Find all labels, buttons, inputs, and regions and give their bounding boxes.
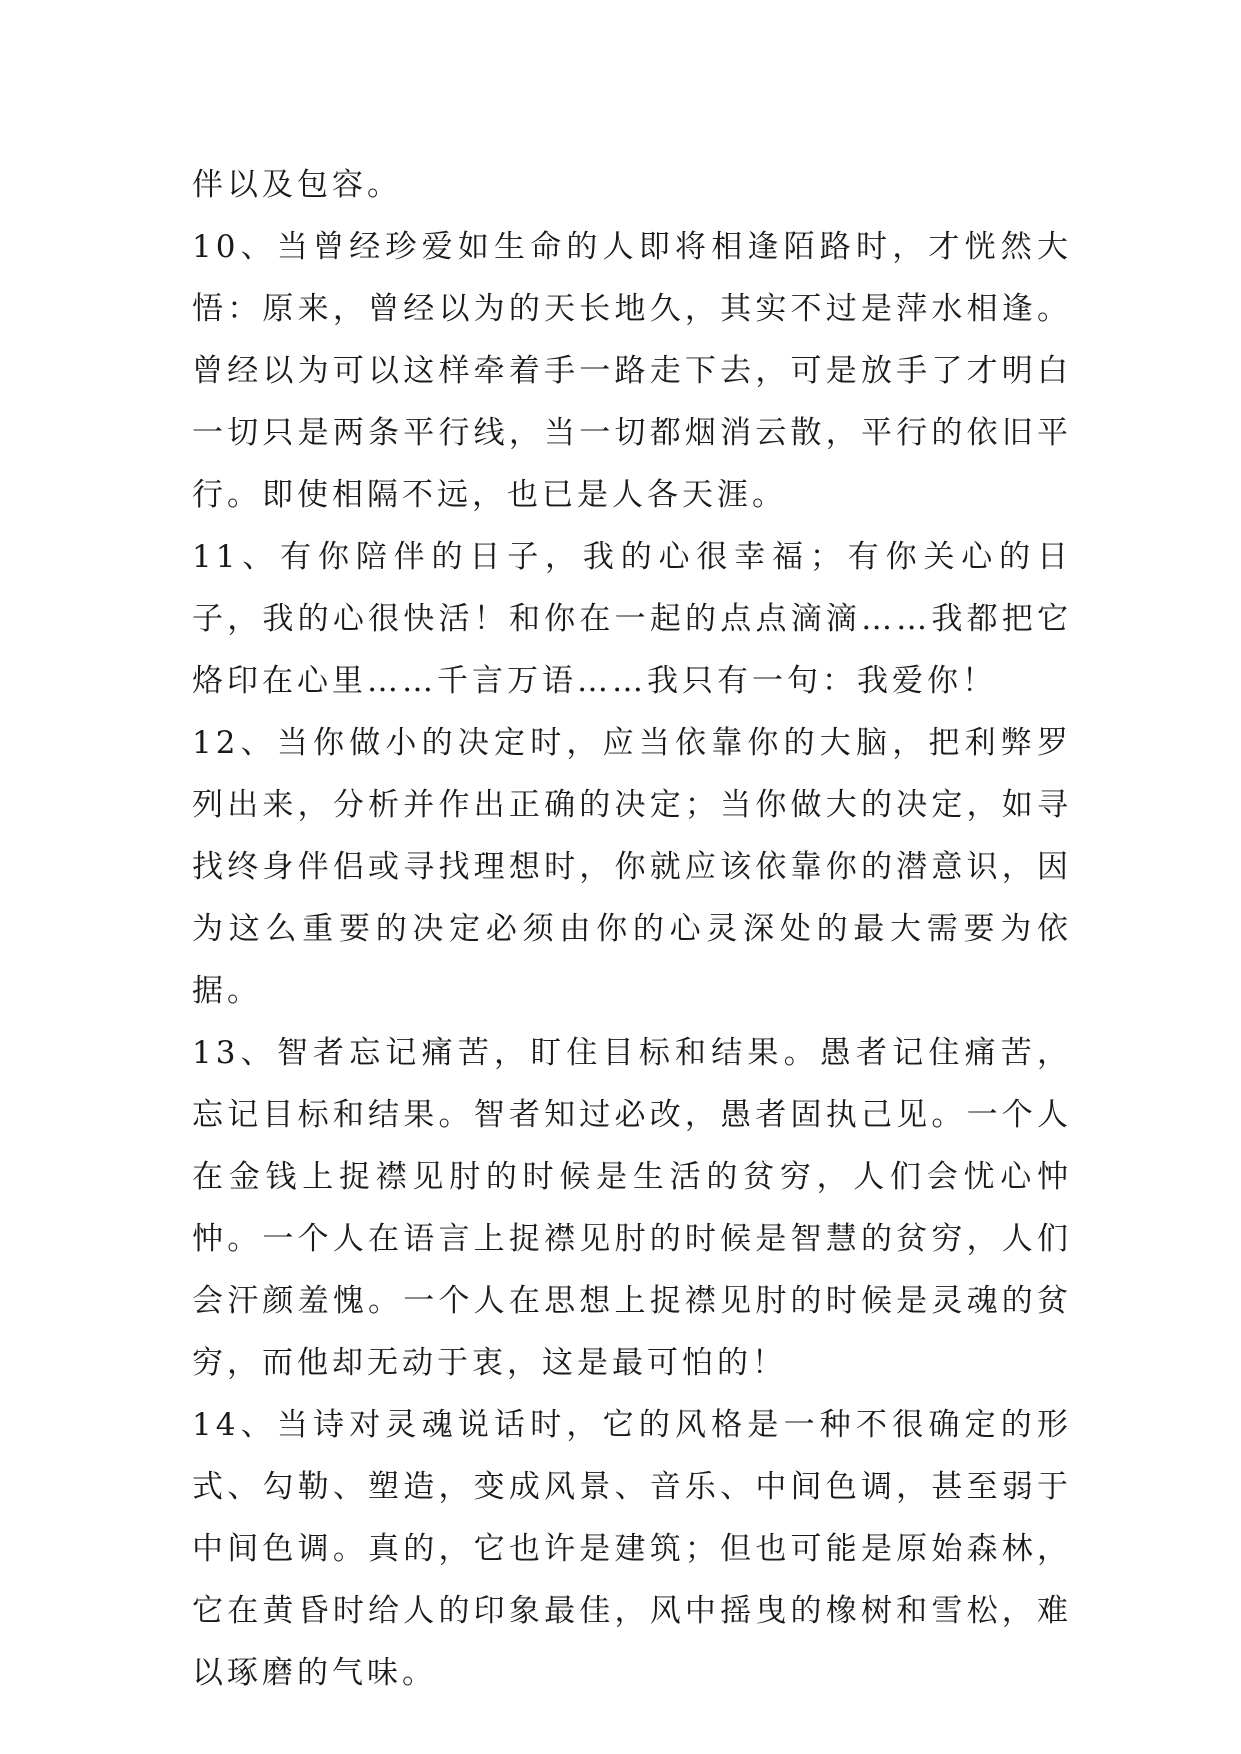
paragraph-10: 10、当曾经珍爱如生命的人即将相逢陌路时，才恍然大悟：原来，曾经以为的天长地久，其实不过是萍水相逢。曾经以为可以这样牵着手一路走下去，可是放手了才明白一切只是两条平行线，当一切都烟消云散，平行的依旧平行。即使相隔不远，也已是人各天涯。 — [192, 229, 1072, 513]
paragraph-13: 13、智者忘记痛苦，盯住目标和结果。愚者记住痛苦，忘记目标和结果。智者知过必改，愚者固执己见。一个人在金钱上捉襟见肘的时候是生活的贫穷，人们会忧心忡忡。一个人在语言上捉襟见肘的时候是智慧的贫穷，人们会汗颜羞愧。一个人在思想上捉襟见肘的时候是灵魂的贫穷，而他却无动于衷，这是最可怕的！ — [192, 1035, 1072, 1381]
paragraph-12: 12、当你做小的决定时，应当依靠你的大脑，把利弊罗列出来，分析并作出正确的决定；当你做大的决定，如寻找终身伴侣或寻找理想时，你就应该依靠你的潜意识，因为这么重要的决定必须由你的心灵深处的最大需要为依据。 — [192, 725, 1072, 1009]
paragraph-14: 14、当诗对灵魂说话时，它的风格是一种不很确定的形式、勾勒、塑造，变成风景、音乐、中间色调，甚至弱于中间色调。真的，它也许是建筑；但也可能是原始森林，它在黄昏时给人的印象最佳，风中摇曳的橡树和雪松，难以琢磨的气味。 — [192, 1407, 1072, 1691]
paragraph-11: 11、有你陪伴的日子，我的心很幸福；有你关心的日子，我的心很快活！和你在一起的点点滴滴……我都把它烙印在心里……千言万语……我只有一句：我爱你！ — [192, 539, 1072, 699]
document-body — [192, 154, 1072, 1704]
paragraph-continuation: 伴以及包容。 — [192, 167, 402, 203]
